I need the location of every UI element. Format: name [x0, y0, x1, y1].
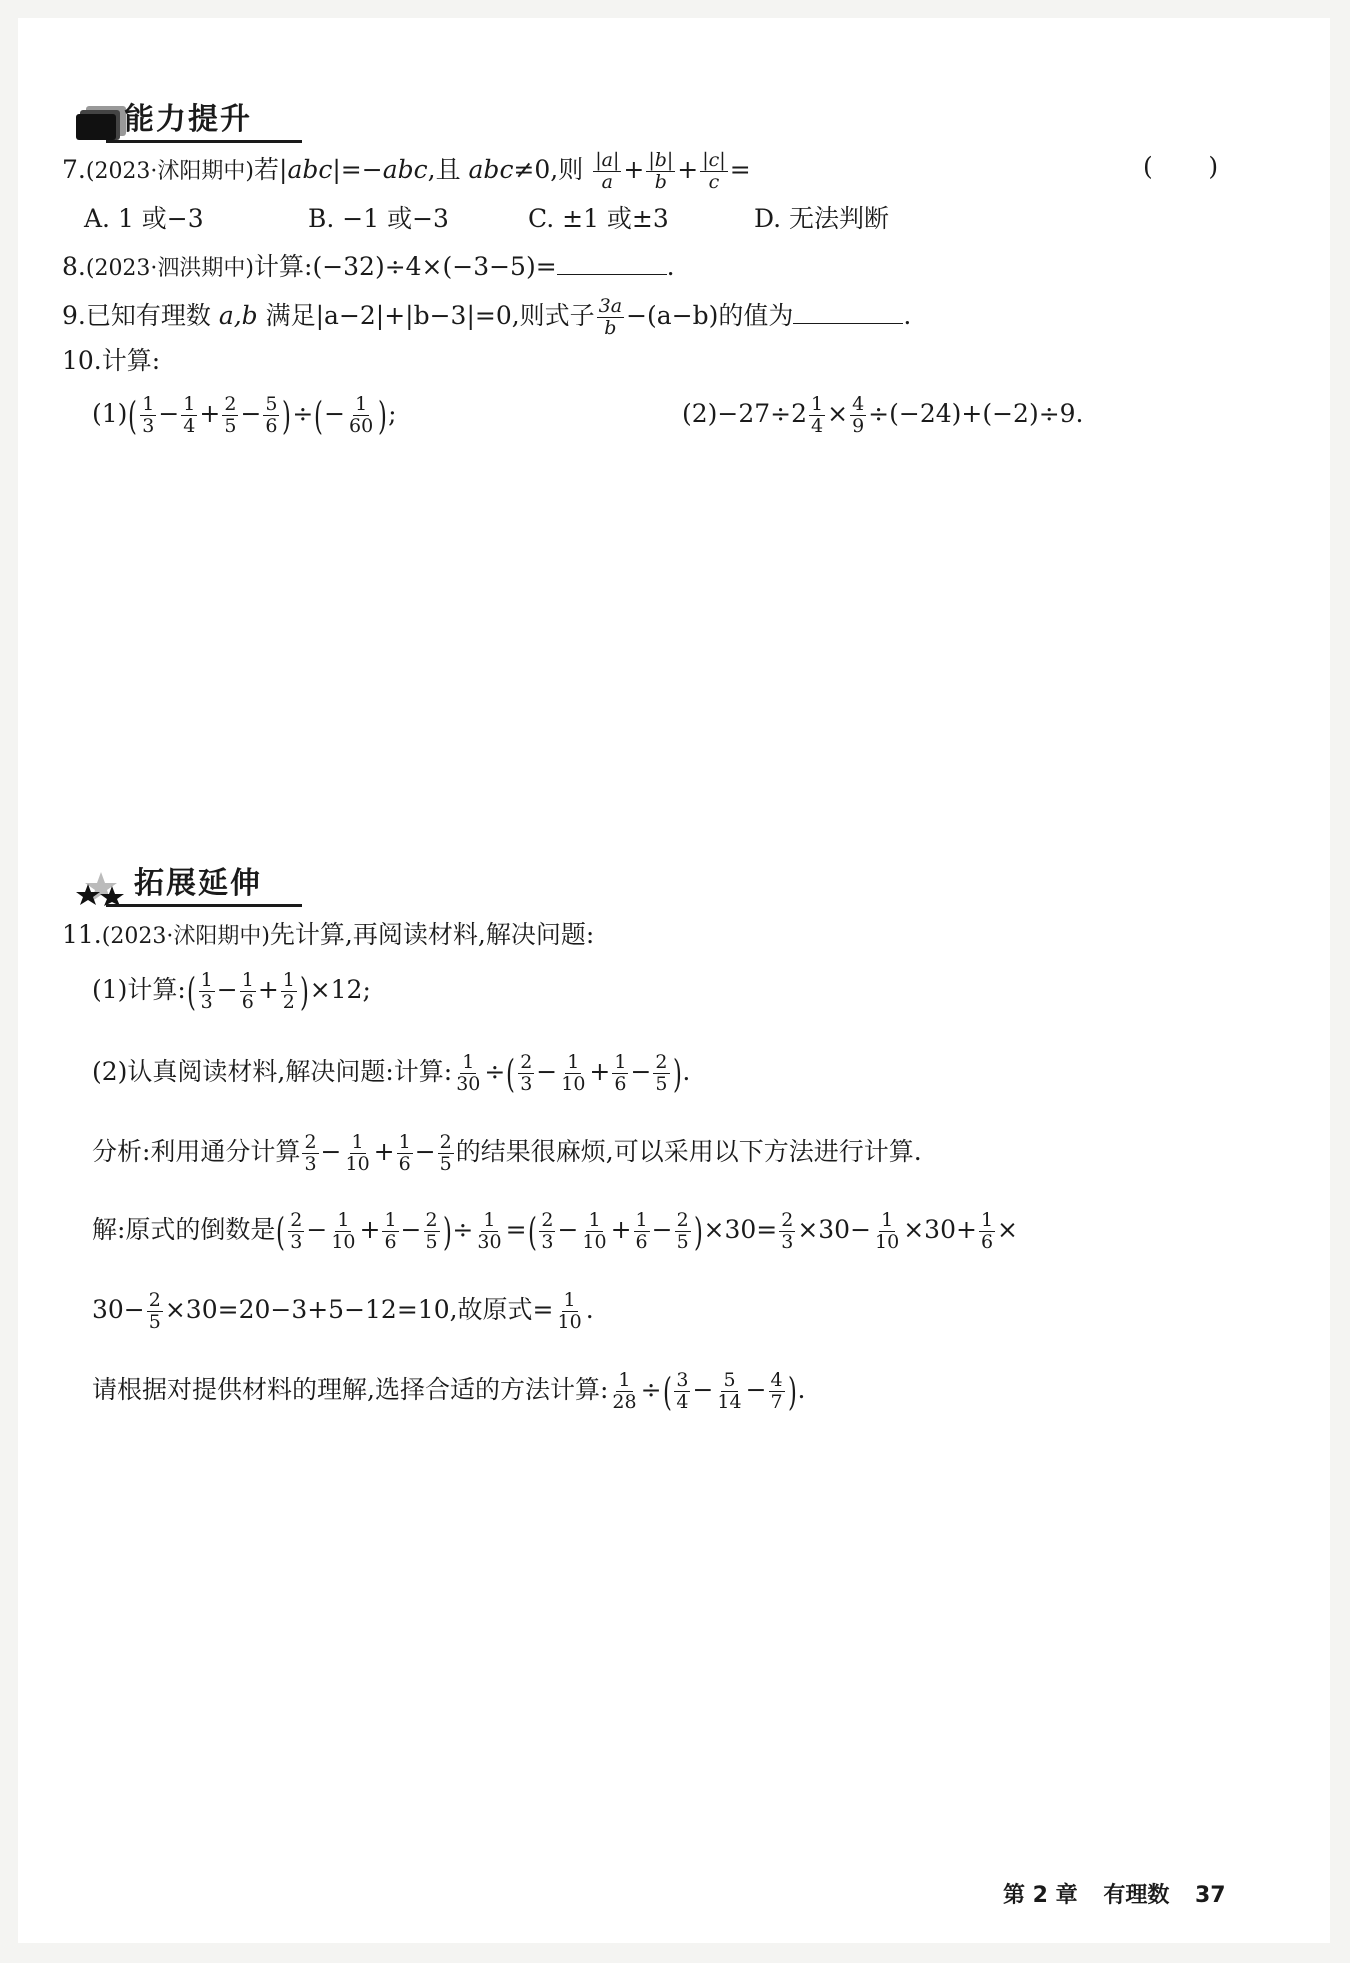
fraction: $\frac{|a|}{a}$	[595, 149, 620, 193]
fraction: $\frac{2}{5}$	[148, 1289, 161, 1333]
q9-text: 满足|a−2|+|b−3|=0,则式子	[257, 301, 595, 330]
q11-part-1: (1)计算:( $\frac{1}{3}$ − $\frac{1}{6}$ + $\frac{1}{2}$ )×12;	[92, 969, 371, 1014]
page-footer	[1003, 1878, 1226, 1909]
question-10	[62, 344, 160, 378]
answer-bracket: ( )	[1143, 152, 1219, 181]
solution-text: 解:原式的倒数是	[92, 1215, 276, 1244]
fraction: $\frac{3a}{b}$	[598, 295, 623, 339]
q11-final-task: 请根据对提供材料的理解,选择合适的方法计算: $\frac{1}{28}$ ÷( $\frac{3}{4}$ − $\frac{5}{14}$ − $\frac{4}{7}$ ).	[92, 1369, 806, 1414]
fraction: $\frac{3}{4}$	[676, 1369, 689, 1413]
option-d: D. 无法判断	[754, 204, 890, 233]
stars-icon	[76, 870, 126, 906]
fraction: $\frac{1}{10}$	[331, 1209, 356, 1253]
fraction: $\frac{2}{5}$	[655, 1051, 668, 1095]
section-badge-icon	[76, 102, 128, 140]
part-label: (2)认真阅读材料,解决问题:计算:	[92, 1057, 453, 1086]
q7-var: abc	[382, 155, 428, 184]
analysis-text: 分析:利用通分计算	[92, 1137, 301, 1166]
fraction: $\frac{1}{2}$	[282, 969, 295, 1013]
question-number: 8.	[62, 252, 86, 281]
option-b: B. −1 或−3	[308, 204, 449, 233]
fraction: $\frac{1}{4}$	[183, 393, 196, 437]
question-number: 9.	[62, 301, 86, 330]
answer-blank	[557, 254, 667, 275]
fraction: $\frac{1}{28}$	[612, 1369, 637, 1413]
question-source: (2023·泗洪期中)	[85, 256, 255, 281]
question-number: 10.	[62, 346, 102, 375]
analysis-text: 的结果很麻烦,可以采用以下方法进行计算.	[455, 1137, 922, 1166]
fraction: $\frac{1}{6}$	[980, 1209, 994, 1253]
footer-title: 有理数	[1103, 1883, 1170, 1908]
fraction: $\frac{1}{10}$	[561, 1051, 586, 1095]
fraction: $\frac{1}{60}$	[349, 393, 374, 437]
q11-text: 先计算,再阅读材料,解决问题:	[269, 920, 595, 949]
q9-vars: a,b	[218, 301, 258, 330]
final-text: 请根据对提供材料的理解,选择合适的方法计算:	[92, 1375, 609, 1404]
q11-analysis: 分析:利用通分计算 $\frac{2}{3}$ − $\frac{1}{10}$ + $\frac{1}{6}$ − $\frac{2}{5}$ 的结果很麻烦,可以采用以下方法进行计算.	[92, 1131, 922, 1175]
section-title: 能力提升	[124, 102, 252, 137]
fraction: $\frac{1}{6}$	[614, 1051, 627, 1095]
option-c: C. ±1 或±3	[528, 204, 669, 233]
fraction: $\frac{2}{5}$	[224, 393, 237, 437]
question-7: 7.(2023·沭阳期中)若|abc|=−abc,且 abc≠0,则 $\frac{|a|}{a}$ + $\frac{|b|}{b}$ + $\frac{|c|}{c}$ =	[62, 149, 751, 193]
fraction: $\frac{1}{30}$	[456, 1051, 481, 1095]
fraction: $\frac{1}{6}$	[398, 1131, 411, 1175]
fraction: $\frac{1}{3}$	[200, 969, 213, 1013]
q7-text: ≠0,则	[513, 155, 584, 184]
fraction: $\frac{1}{30}$	[477, 1209, 502, 1253]
question-9: 9.已知有理数 a,b 满足|a−2|+|b−3|=0,则式子 $\frac{3a}{b}$ −(a−b)的值为 .	[62, 295, 912, 339]
fraction: $\frac{2}{5}$	[425, 1209, 438, 1253]
fraction: $\frac{2}{3}$	[290, 1209, 303, 1253]
page	[18, 18, 1330, 1943]
part-label: (1)计算:	[92, 975, 186, 1004]
q11-solution-line-2: 30− $\frac{2}{5}$ ×30=20−3+5−12=10,故原式= $\frac{1}{10}$ .	[92, 1289, 594, 1333]
fraction: $\frac{4}{9}$	[852, 393, 865, 437]
fraction: $\frac{2}{5}$	[676, 1209, 689, 1253]
question-11	[62, 918, 594, 954]
fraction: $\frac{1}{10}$	[582, 1209, 607, 1253]
part-label: (1)	[92, 399, 128, 428]
fraction: $\frac{5}{14}$	[717, 1369, 742, 1413]
question-8: 8.(2023·泗洪期中)计算:(−32)÷4×(−3−5)= .	[62, 252, 675, 281]
fraction: $\frac{2}{3}$	[781, 1209, 794, 1253]
fraction: $\frac{1}{10}$	[345, 1131, 370, 1175]
fraction: $\frac{2}{3}$	[304, 1131, 317, 1175]
q11-solution-line-1: 解:原式的倒数是( $\frac{2}{3}$ − $\frac{1}{10}$ + $\frac{1}{6}$ − $\frac{2}{5}$ )÷ $\frac{1}{30}$ =( $\frac{2}{3}$ − $\frac{1}{10}$ + $\frac{1}{6}$ − $\frac{2}{5}$ )×30= $\frac{2}{3}$ ×30− $\frac{1}{10}$ ×30+ $\frac{1}{6}$ ×	[92, 1209, 1018, 1254]
section-header-ability	[76, 100, 306, 144]
option-a: A. 1 或−3	[84, 204, 204, 233]
fraction: $\frac{5}{6}$	[265, 393, 278, 437]
q7-var: abc	[287, 155, 333, 184]
fraction: $\frac{4}{7}$	[770, 1369, 783, 1413]
q7-text: |=−	[332, 155, 383, 184]
section-underline	[106, 904, 302, 907]
q10-part-1: (1)( $\frac{1}{3}$ − $\frac{1}{4}$ + $\frac{2}{5}$ − $\frac{5}{6}$ )÷(− $\frac{1}{60}$ );	[92, 393, 397, 438]
fraction: $\frac{1}{10}$	[875, 1209, 900, 1253]
page-number: 37	[1195, 1883, 1226, 1908]
footer-chapter: 第 2 章	[1003, 1883, 1078, 1908]
q7-text: 若|	[254, 155, 288, 184]
q9-text: −(a−b)的值为	[626, 301, 794, 330]
fraction: $\frac{|b|}{b}$	[648, 149, 674, 193]
q7-var: abc	[468, 155, 514, 184]
question-number: 7.	[62, 155, 86, 184]
q9-text: 已知有理数	[85, 301, 219, 330]
fraction: $\frac{2}{5}$	[439, 1131, 452, 1175]
fraction: $\frac{1}{6}$	[635, 1209, 648, 1253]
fraction: $\frac{|c|}{c}$	[702, 149, 726, 193]
fraction: $\frac{1}{6}$	[384, 1209, 397, 1253]
fraction: $\frac{1}{10}$	[557, 1289, 582, 1333]
section-header-extension	[76, 864, 306, 908]
fraction: $\frac{1}{4}$	[811, 393, 824, 437]
question-source: (2023·沭阳期中)	[101, 924, 270, 949]
fraction: $\frac{2}{3}$	[520, 1051, 533, 1095]
answer-blank	[793, 303, 903, 324]
q11-part-2: (2)认真阅读材料,解决问题:计算: $\frac{1}{30}$ ÷( $\frac{2}{3}$ − $\frac{1}{10}$ + $\frac{1}{6}$ − $\frac{2}{5}$ ).	[92, 1051, 691, 1096]
q10-text: 计算:	[101, 346, 161, 375]
q7-text: ,且	[427, 155, 469, 184]
fraction: $\frac{2}{3}$	[541, 1209, 554, 1253]
part-label: (2)−27÷2	[682, 399, 808, 428]
question-source: (2023·沭阳期中)	[85, 159, 255, 184]
fraction: $\frac{1}{6}$	[241, 969, 254, 1013]
fraction: $\frac{1}{3}$	[142, 393, 155, 437]
question-number: 11.	[62, 920, 102, 949]
q8-text: 计算:(−32)÷4×(−3−5)=	[254, 252, 557, 281]
section-title: 拓展延伸	[134, 866, 262, 901]
section-underline	[106, 140, 302, 143]
q10-part-2: (2)−27÷2 $\frac{1}{4}$ × $\frac{4}{9}$ ÷(−24)+(−2)÷9.	[682, 393, 1084, 437]
